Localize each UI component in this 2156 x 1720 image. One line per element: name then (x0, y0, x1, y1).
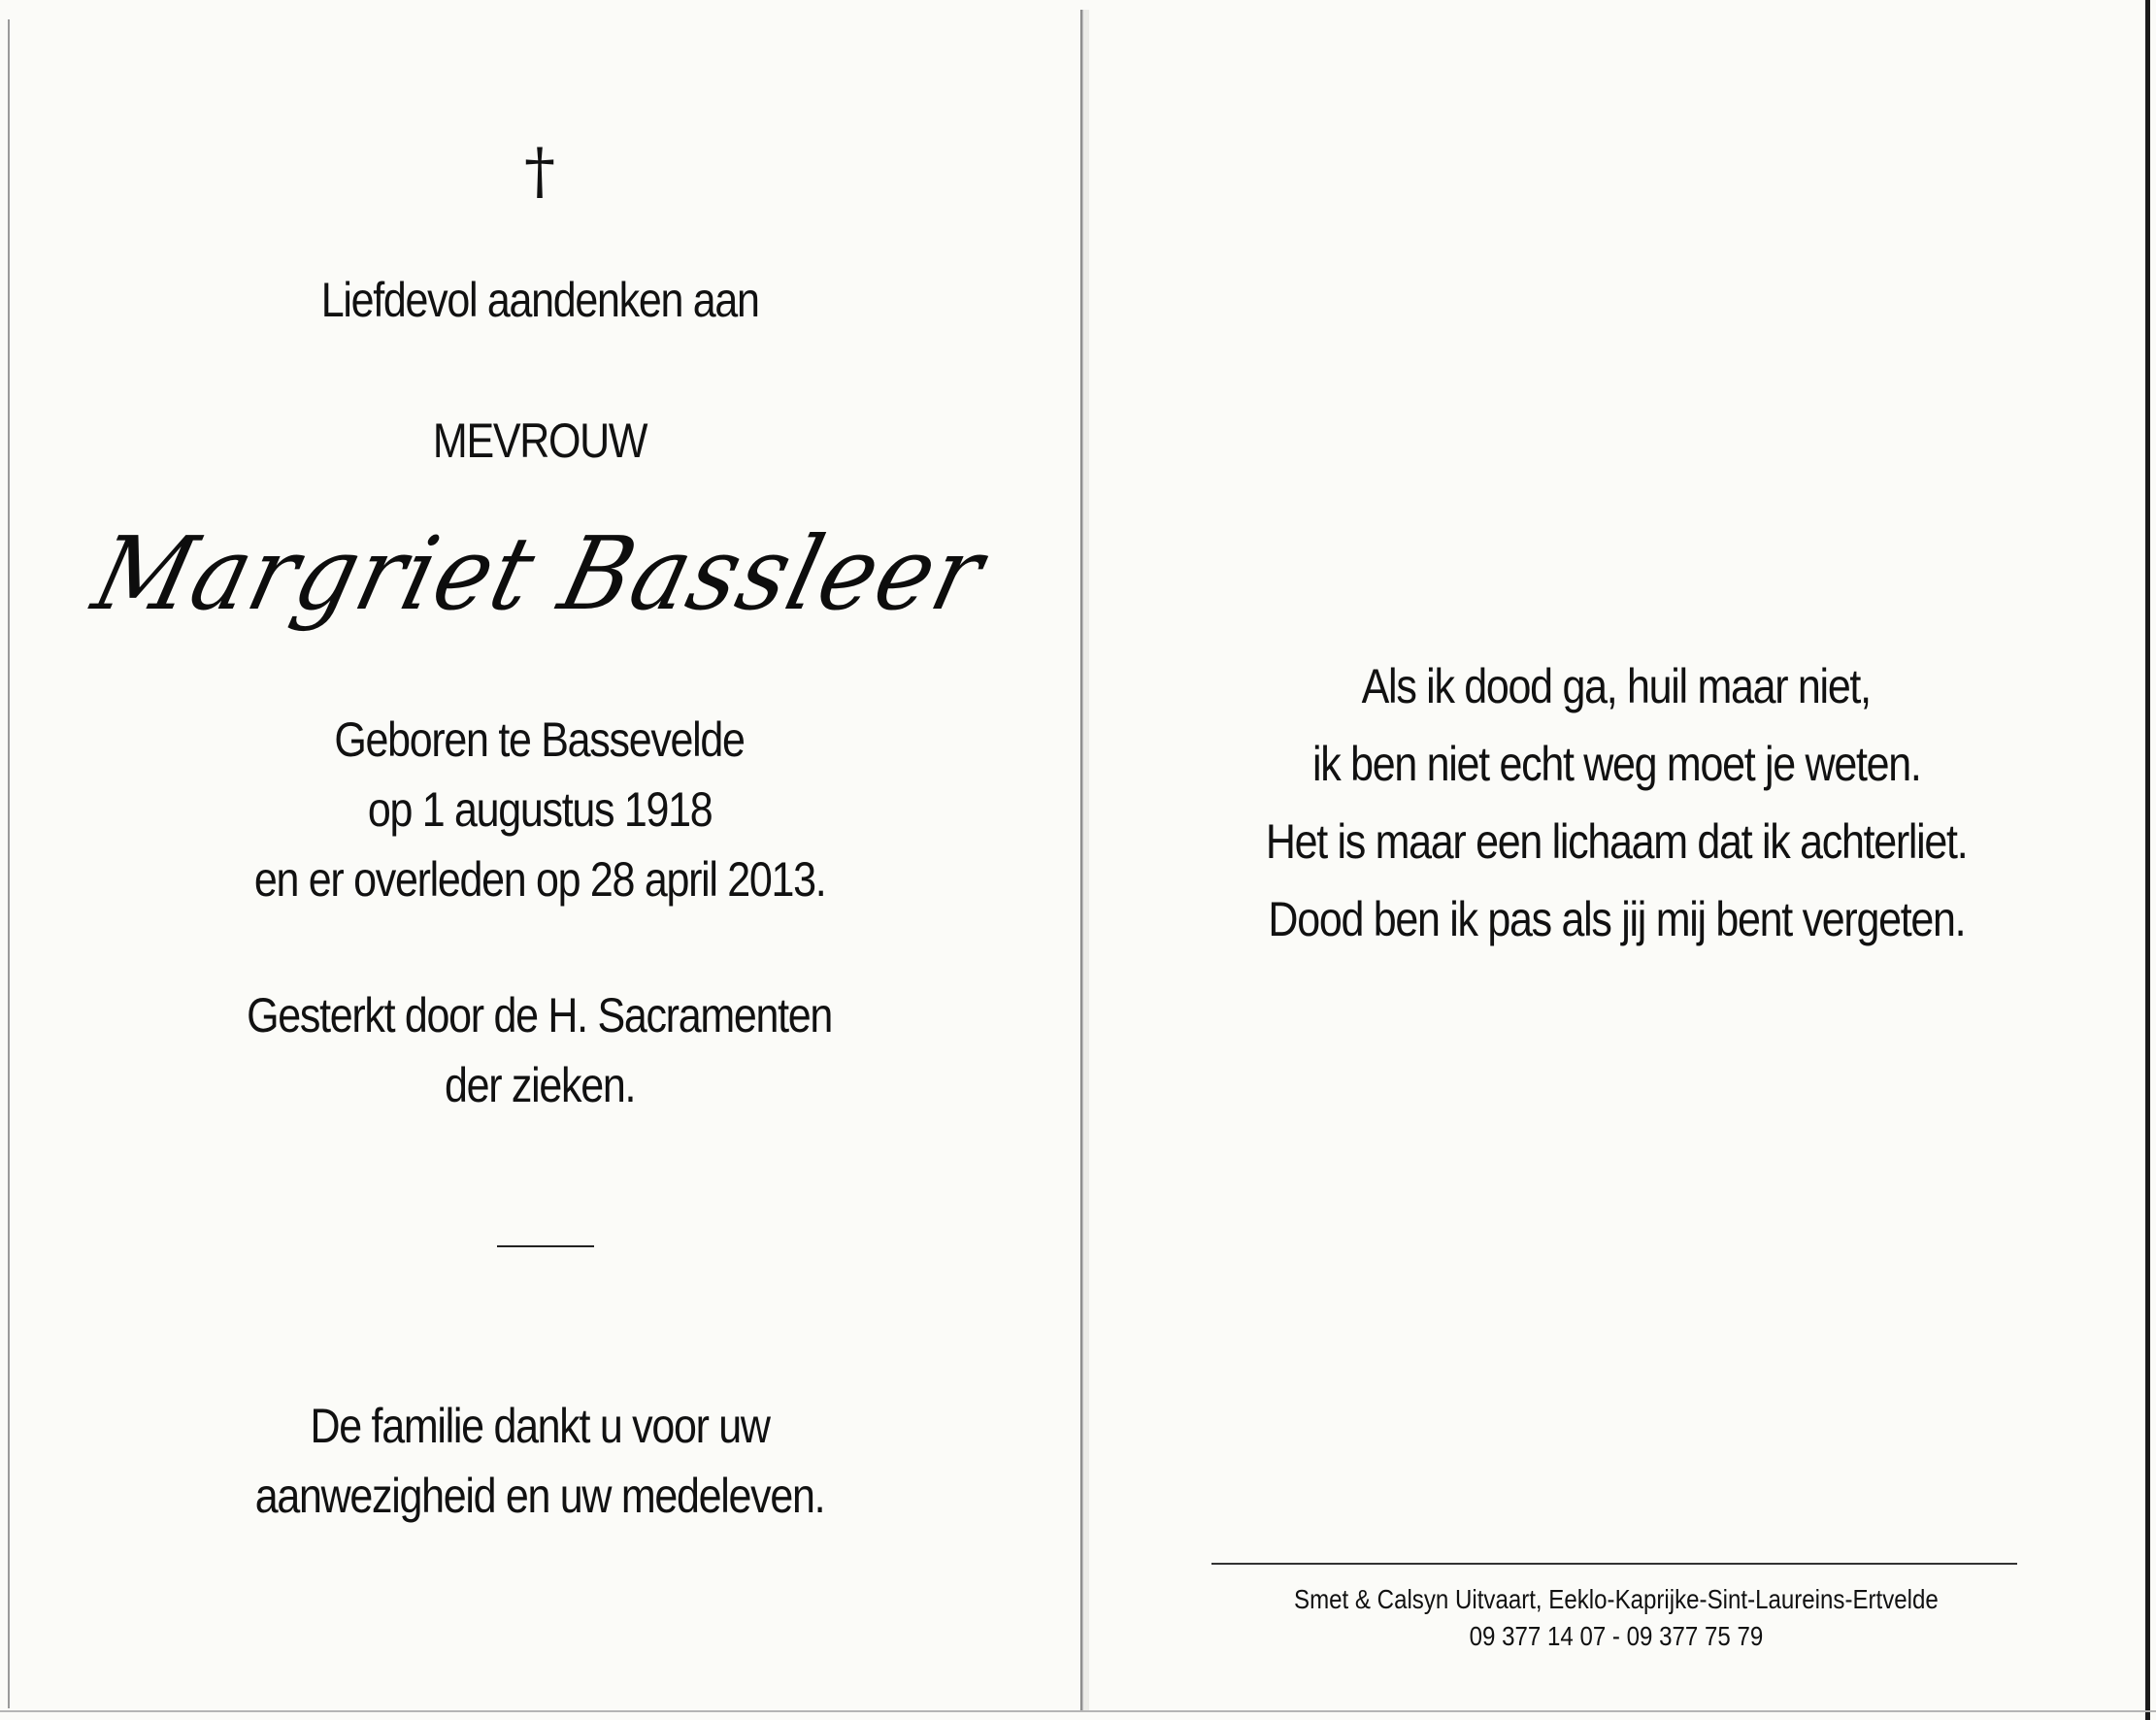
imprint-rule (1211, 1563, 2017, 1565)
sacraments-line-2: der zieken. (444, 1058, 636, 1112)
sacraments-line-1: Gesterkt door de H. Sacramenten (247, 988, 833, 1042)
birth-line-1: Geboren te Bassevelde (334, 712, 746, 767)
poem-line-2: ik ben niet echt weg moet je weten. (1311, 737, 1921, 791)
poem-line-4: Dood ben ik pas als jij mij bent vergeten. (1268, 892, 1965, 946)
card-edge-right (2145, 0, 2150, 1720)
title: MEVROUW (432, 413, 647, 468)
cross-icon: † (524, 136, 555, 208)
poem-line-1: Als ik dood ga, huil maar niet, (1361, 659, 1872, 713)
thanks-line-2: aanwezigheid en uw medeleven. (254, 1469, 825, 1523)
deceased-name: Margriet Bassleer (83, 514, 997, 633)
right-panel (1087, 0, 2145, 1720)
poem-line-3: Het is maar een lichaam dat ik achterliet. (1265, 814, 1968, 869)
imprint-phones: 09 377 14 07 - 09 377 75 79 (1469, 1621, 1764, 1651)
heading: Liefdevol aandenken aan (320, 273, 759, 327)
divider (497, 1245, 594, 1247)
imprint-company: Smet & Calsyn Uitvaart, Eeklo-Kaprijke-Sint-Laureins-Ertvelde (1294, 1584, 1939, 1614)
birth-line-2: op 1 augustus 1918 (367, 782, 713, 837)
death-line: en er overleden op 28 april 2013. (253, 852, 826, 907)
thanks-line-1: De familie dankt u voor uw (310, 1399, 770, 1453)
